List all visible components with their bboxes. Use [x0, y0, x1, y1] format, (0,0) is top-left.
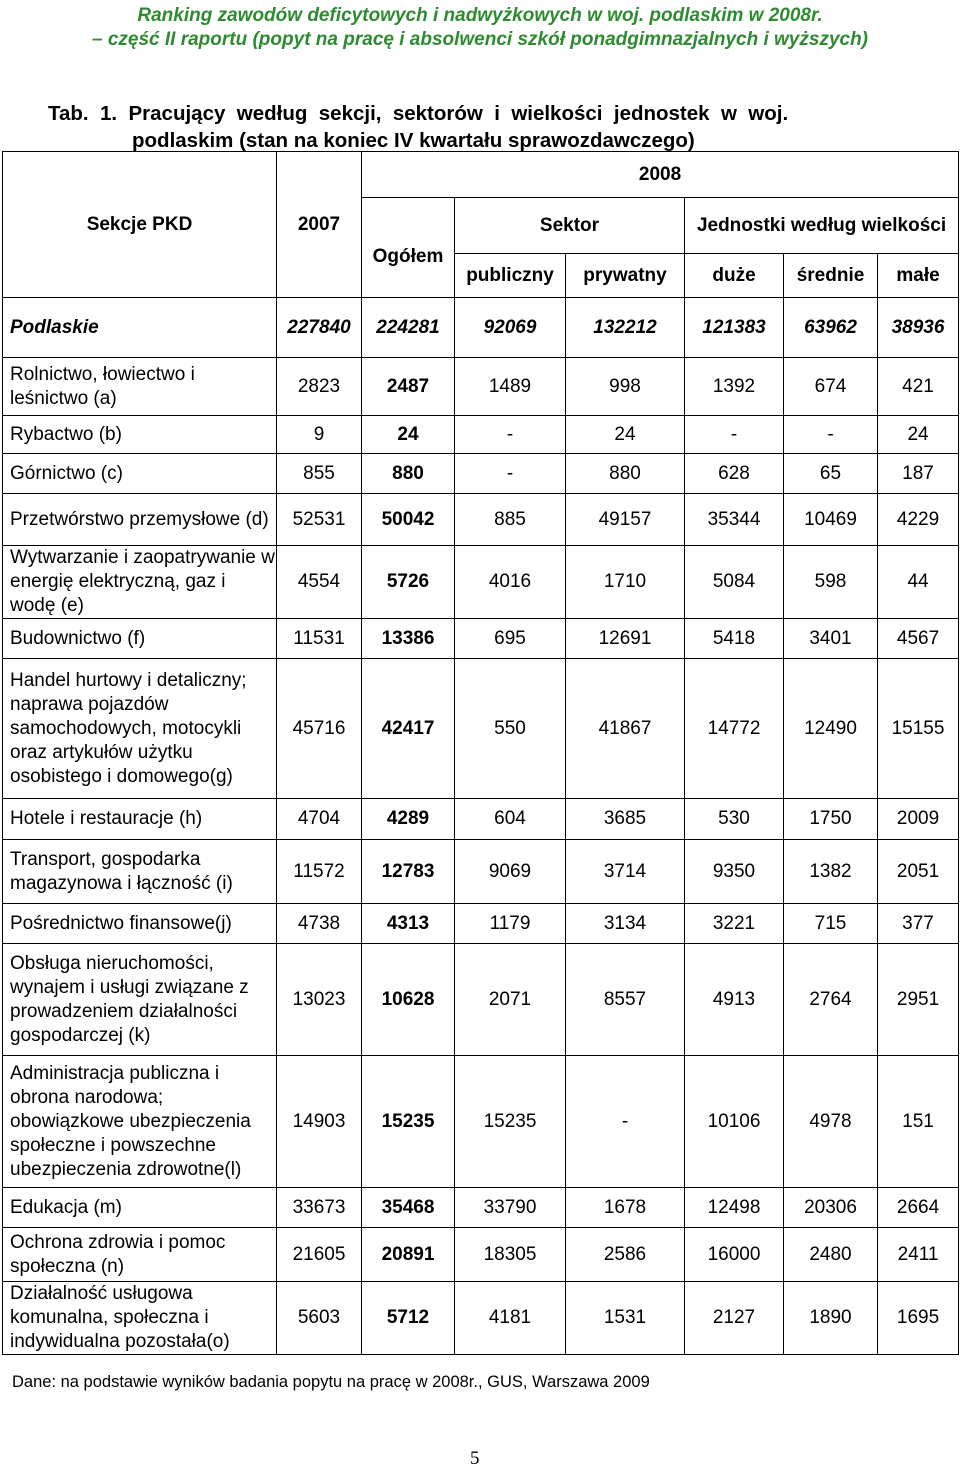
cell-small: 4567	[878, 619, 959, 659]
cell-y2007: 11572	[277, 840, 362, 904]
table-row	[3, 1056, 959, 1188]
cell-large: 16000	[685, 1228, 784, 1282]
cell-y2007: 14903	[277, 1056, 362, 1188]
cell-public: 1179	[455, 904, 566, 944]
col-header-large: duże	[685, 254, 784, 298]
cell-large: 5418	[685, 619, 784, 659]
cell-y2007: 11531	[277, 619, 362, 659]
cell-y2007: 4738	[277, 904, 362, 944]
cell-public: 1489	[455, 358, 566, 416]
cell-private: 1710	[566, 546, 685, 619]
cell-medium: -	[784, 416, 878, 454]
cell-private: 132212	[566, 298, 685, 358]
cell-private: 2586	[566, 1228, 685, 1282]
cell-medium: 20306	[784, 1188, 878, 1228]
cell-medium: 1890	[784, 1282, 878, 1355]
cell-small: 151	[878, 1056, 959, 1188]
table-row-total	[3, 298, 959, 358]
table-row	[3, 840, 959, 904]
cell-medium: 65	[784, 454, 878, 494]
cell-large: 2127	[685, 1282, 784, 1355]
cell-small: 2664	[878, 1188, 959, 1228]
cell-total: 224281	[362, 298, 455, 358]
cell-large: 3221	[685, 904, 784, 944]
col-header-private: prywatny	[566, 254, 685, 298]
row-label: Budownictwo (f)	[3, 619, 277, 659]
cell-total: 35468	[362, 1188, 455, 1228]
cell-private: 998	[566, 358, 685, 416]
cell-total: 13386	[362, 619, 455, 659]
cell-y2007: 45716	[277, 659, 362, 799]
cell-total: 20891	[362, 1228, 455, 1282]
cell-small: 15155	[878, 659, 959, 799]
cell-large: 35344	[685, 494, 784, 546]
cell-total: 42417	[362, 659, 455, 799]
table-row	[3, 1188, 959, 1228]
cell-private: 12691	[566, 619, 685, 659]
cell-public: 18305	[455, 1228, 566, 1282]
cell-large: 12498	[685, 1188, 784, 1228]
row-label: Działalność usługowa komunalna, społeczna i indywidualna pozostała(o)	[3, 1282, 277, 1355]
cell-medium: 12490	[784, 659, 878, 799]
table-body	[3, 298, 959, 1355]
cell-total: 5726	[362, 546, 455, 619]
cell-small: 4229	[878, 494, 959, 546]
cell-y2007: 227840	[277, 298, 362, 358]
cell-y2007: 21605	[277, 1228, 362, 1282]
cell-small: 377	[878, 904, 959, 944]
cell-total: 4289	[362, 799, 455, 840]
cell-y2007: 9	[277, 416, 362, 454]
col-header-2008: 2008	[362, 152, 959, 198]
header-line-1: Ranking zawodów deficytowych i nadwyżkowych w woj. podlaskim w 2008r.	[137, 5, 823, 26]
cell-public: 2071	[455, 944, 566, 1056]
cell-large: 4913	[685, 944, 784, 1056]
row-label: Transport, gospodarka magazynowa i łączność (i)	[3, 840, 277, 904]
caption-line-2: podlaskim (stan na koniec IV kwartału sprawozdawczego)	[132, 129, 695, 152]
table-row	[3, 619, 959, 659]
cell-large: 10106	[685, 1056, 784, 1188]
cell-total: 24	[362, 416, 455, 454]
row-label: Wytwarzanie i zaopatrywanie w energię elektryczną, gaz i wodę (e)	[3, 546, 277, 619]
table-row	[3, 494, 959, 546]
cell-private: 41867	[566, 659, 685, 799]
cell-small: 44	[878, 546, 959, 619]
cell-total: 880	[362, 454, 455, 494]
col-header-medium: średnie	[784, 254, 878, 298]
row-label: Rybactwo (b)	[3, 416, 277, 454]
cell-private: 3714	[566, 840, 685, 904]
cell-large: 14772	[685, 659, 784, 799]
cell-public: -	[455, 454, 566, 494]
cell-public: 4016	[455, 546, 566, 619]
cell-total: 15235	[362, 1056, 455, 1188]
col-header-2007: 2007	[277, 152, 362, 298]
cell-public: 4181	[455, 1282, 566, 1355]
cell-private: 24	[566, 416, 685, 454]
table-row	[3, 454, 959, 494]
page-number: 5	[470, 1448, 480, 1469]
cell-total: 2487	[362, 358, 455, 416]
cell-y2007: 2823	[277, 358, 362, 416]
row-label: Podlaskie	[3, 298, 277, 358]
cell-small: 1695	[878, 1282, 959, 1355]
cell-small: 421	[878, 358, 959, 416]
cell-medium: 715	[784, 904, 878, 944]
cell-private: 3134	[566, 904, 685, 944]
row-label: Pośrednictwo finansowe(j)	[3, 904, 277, 944]
cell-large: 628	[685, 454, 784, 494]
caption-line-1: Tab. 1. Pracujący według sekcji, sektorów i wielkości jednostek w woj.	[48, 102, 789, 125]
cell-medium: 2480	[784, 1228, 878, 1282]
cell-y2007: 4554	[277, 546, 362, 619]
cell-small: 38936	[878, 298, 959, 358]
cell-medium: 63962	[784, 298, 878, 358]
cell-private: 1531	[566, 1282, 685, 1355]
cell-private: 49157	[566, 494, 685, 546]
cell-total: 12783	[362, 840, 455, 904]
cell-public: 15235	[455, 1056, 566, 1188]
cell-private: 880	[566, 454, 685, 494]
cell-small: 2009	[878, 799, 959, 840]
cell-y2007: 855	[277, 454, 362, 494]
header-line-2: – część II raportu (popyt na pracę i absolwenci szkół ponadgimnazjalnych i wyższych)	[91, 29, 869, 50]
cell-total: 50042	[362, 494, 455, 546]
source-note: Dane: na podstawie wyników badania popytu na pracę w 2008r., GUS, Warszawa 2009	[12, 1373, 650, 1391]
table-row	[3, 1282, 959, 1355]
col-header-units: Jednostki według wielkości	[685, 198, 959, 254]
cell-large: 9350	[685, 840, 784, 904]
table-row	[3, 1228, 959, 1282]
cell-medium: 598	[784, 546, 878, 619]
cell-public: 33790	[455, 1188, 566, 1228]
cell-private: 3685	[566, 799, 685, 840]
cell-y2007: 52531	[277, 494, 362, 546]
cell-large: 530	[685, 799, 784, 840]
cell-small: 24	[878, 416, 959, 454]
row-label: Edukacja (m)	[3, 1188, 277, 1228]
row-label: Przetwórstwo przemysłowe (d)	[3, 494, 277, 546]
table-row	[3, 358, 959, 416]
cell-public: 550	[455, 659, 566, 799]
row-label: Hotele i restauracje (h)	[3, 799, 277, 840]
cell-total: 5712	[362, 1282, 455, 1355]
cell-private: -	[566, 1056, 685, 1188]
cell-medium: 2764	[784, 944, 878, 1056]
cell-public: 885	[455, 494, 566, 546]
cell-medium: 1750	[784, 799, 878, 840]
cell-y2007: 33673	[277, 1188, 362, 1228]
cell-medium: 3401	[784, 619, 878, 659]
col-header-sector: Sektor	[455, 198, 685, 254]
col-header-total: Ogółem	[362, 198, 455, 298]
cell-public: -	[455, 416, 566, 454]
cell-private: 1678	[566, 1188, 685, 1228]
row-label: Obsługa nieruchomości, wynajem i usługi związane z prowadzeniem działalności gospodarczej (k)	[3, 944, 277, 1056]
row-label: Handel hurtowy i detaliczny; naprawa pojazdów samochodowych, motocykli oraz artykułów użytku osobistego i domowego(g)	[3, 659, 277, 799]
col-header-small: małe	[878, 254, 959, 298]
cell-public: 92069	[455, 298, 566, 358]
cell-medium: 674	[784, 358, 878, 416]
row-label: Administracja publiczna i obrona narodowa; obowiązkowe ubezpieczenia społeczne i powszechne ubezpieczenia zdrowotne(l)	[3, 1056, 277, 1188]
cell-y2007: 4704	[277, 799, 362, 840]
row-label: Ochrona zdrowia i pomoc społeczna (n)	[3, 1228, 277, 1282]
cell-large: 121383	[685, 298, 784, 358]
document-header	[0, 4, 960, 52]
cell-small: 2051	[878, 840, 959, 904]
employment-table	[2, 151, 959, 1355]
cell-large: 5084	[685, 546, 784, 619]
cell-small: 187	[878, 454, 959, 494]
table-row	[3, 416, 959, 454]
cell-total: 4313	[362, 904, 455, 944]
table-row	[3, 659, 959, 799]
cell-total: 10628	[362, 944, 455, 1056]
cell-y2007: 13023	[277, 944, 362, 1056]
cell-private: 8557	[566, 944, 685, 1056]
cell-medium: 1382	[784, 840, 878, 904]
row-label: Górnictwo (c)	[3, 454, 277, 494]
cell-medium: 10469	[784, 494, 878, 546]
cell-public: 695	[455, 619, 566, 659]
cell-small: 2411	[878, 1228, 959, 1282]
cell-y2007: 5603	[277, 1282, 362, 1355]
table-caption	[48, 100, 928, 154]
table-row	[3, 799, 959, 840]
cell-medium: 4978	[784, 1056, 878, 1188]
cell-public: 9069	[455, 840, 566, 904]
row-label: Rolnictwo, łowiectwo i leśnictwo (a)	[3, 358, 277, 416]
cell-large: -	[685, 416, 784, 454]
table-row	[3, 904, 959, 944]
cell-small: 2951	[878, 944, 959, 1056]
table-row	[3, 546, 959, 619]
table-row	[3, 944, 959, 1056]
col-header-public: publiczny	[455, 254, 566, 298]
cell-large: 1392	[685, 358, 784, 416]
cell-public: 604	[455, 799, 566, 840]
col-header-sections: Sekcje PKD	[3, 152, 277, 298]
